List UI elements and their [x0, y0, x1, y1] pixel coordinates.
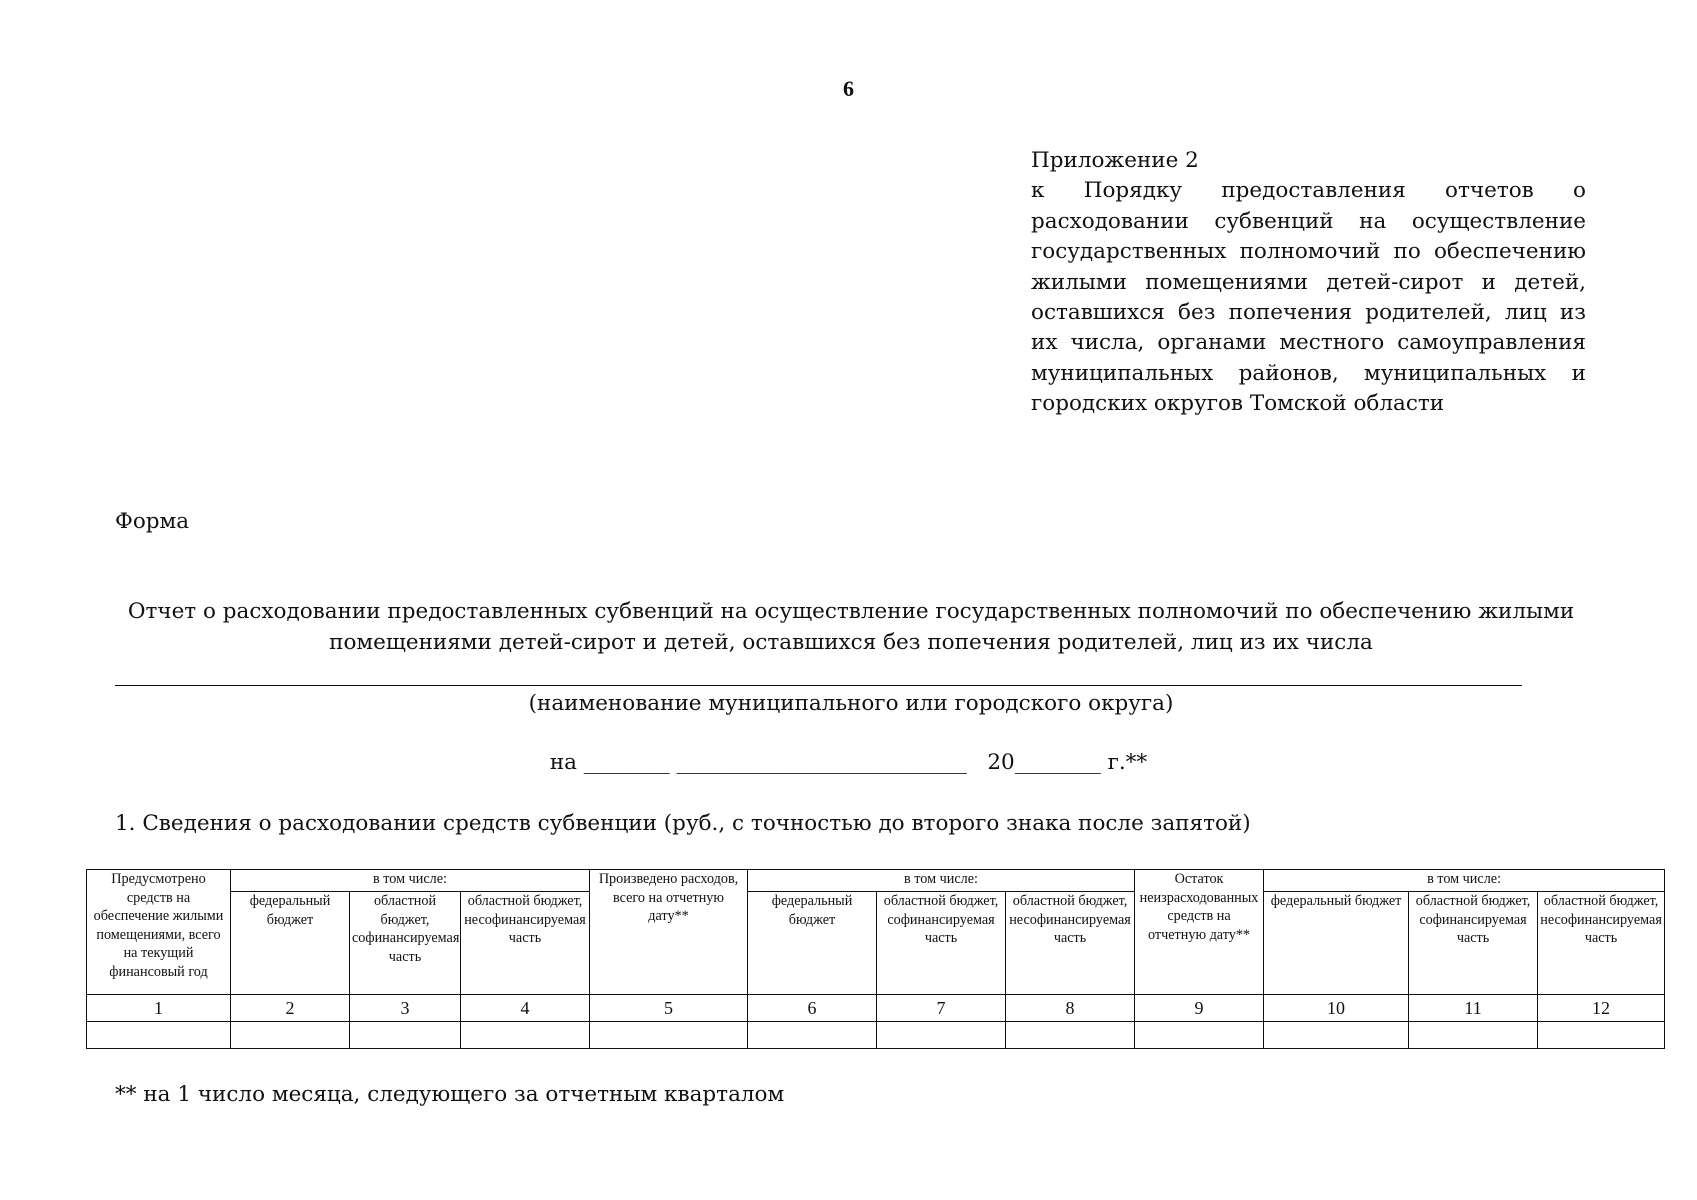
report-date-line: на ________ ___________________________ 20________ г.**: [549, 750, 1148, 775]
data-cell: [1409, 1022, 1538, 1049]
expenditure-table: [86, 869, 1665, 1049]
data-cell: [590, 1022, 748, 1049]
data-cell: [1135, 1022, 1264, 1049]
column-number: 10: [1264, 995, 1409, 1022]
data-cell: [87, 1022, 231, 1049]
section-title: 1. Сведения о расходовании средств субвенции (руб., с точностью до второго знака после запятой): [115, 811, 1251, 836]
data-cell: [1264, 1022, 1409, 1049]
header-planned-funds: Предусмотрено средств на обеспечение жилыми помещениями, всего на текущий финансовый год: [87, 870, 231, 995]
column-number: 8: [1006, 995, 1135, 1022]
header-group-remaining: в том числе:: [1264, 870, 1665, 892]
column-number: 11: [1409, 995, 1538, 1022]
data-cell: [1006, 1022, 1135, 1049]
column-number: 5: [590, 995, 748, 1022]
column-number: 9: [1135, 995, 1264, 1022]
footnote: ** на 1 число месяца, следующего за отчетным кварталом: [115, 1082, 785, 1107]
report-title: Отчет о расходовании предоставленных субвенций на осуществление государственных полномочий по обеспечению жилыми помещениями детей-сирот и детей, оставшихся без попечения родителей, лиц из их числа: [127, 599, 1575, 655]
page-number: 6: [843, 76, 854, 101]
data-cell: [748, 1022, 877, 1049]
subheader-cofinanced: областной бюджет, софинансируемая часть: [1409, 892, 1538, 995]
column-number: 1: [87, 995, 231, 1022]
subheader-noncofinanced: областной бюджет, несофинансируемая часть: [1538, 892, 1665, 995]
subheader-cofinanced: областной бюджет, софинансируемая часть: [877, 892, 1006, 995]
appendix-block: [1031, 146, 1586, 420]
appendix-text: к Порядку предоставления отчетов о расходовании субвенций на осуществление государственных полномочий по обеспечению жилыми помещениями детей-сирот и детей, оставшихся без попечения родителей, лиц из их числа, органами местного самоуправления муниципальных районов, муниципальных и городских округов Томской области: [1031, 178, 1586, 417]
subheader-noncofinanced: областной бюджет, несофинансируемая часть: [1006, 892, 1135, 995]
header-expenses-made: Произведено расходов, всего на отчетную дату**: [590, 870, 748, 995]
data-cell: [877, 1022, 1006, 1049]
column-number: 4: [461, 995, 590, 1022]
column-number: 12: [1538, 995, 1665, 1022]
header-group-expenses: в том числе:: [748, 870, 1135, 892]
data-cell: [1538, 1022, 1665, 1049]
subheader-federal: федеральный бюджет: [1264, 892, 1409, 995]
subheader-federal: федеральный бюджет: [231, 892, 350, 995]
data-cell: [461, 1022, 590, 1049]
column-number: 2: [231, 995, 350, 1022]
table-header-row: [87, 870, 1665, 892]
subheader-noncofinanced: областной бюджет, несофинансируемая часть: [461, 892, 590, 995]
form-label: Форма: [115, 509, 190, 534]
column-number-row: [87, 995, 1665, 1022]
table-subheader-row: [87, 892, 1665, 995]
appendix-title: Приложение 2: [1031, 148, 1199, 173]
header-group-planned: в том числе:: [231, 870, 590, 892]
column-number: 3: [350, 995, 461, 1022]
header-remaining-funds: Остаток неизрасходованных средств на отчетную дату**: [1135, 870, 1264, 995]
municipality-name-caption: (наименование муниципального или городского округа): [528, 691, 1174, 716]
table-row: [87, 1022, 1665, 1049]
municipality-name-line: [115, 685, 1522, 686]
column-number: 7: [877, 995, 1006, 1022]
subheader-federal: федеральный бюджет: [748, 892, 877, 995]
subheader-cofinanced: областной бюджет, софинансируемая часть: [350, 892, 461, 995]
column-number: 6: [748, 995, 877, 1022]
data-cell: [350, 1022, 461, 1049]
data-cell: [231, 1022, 350, 1049]
